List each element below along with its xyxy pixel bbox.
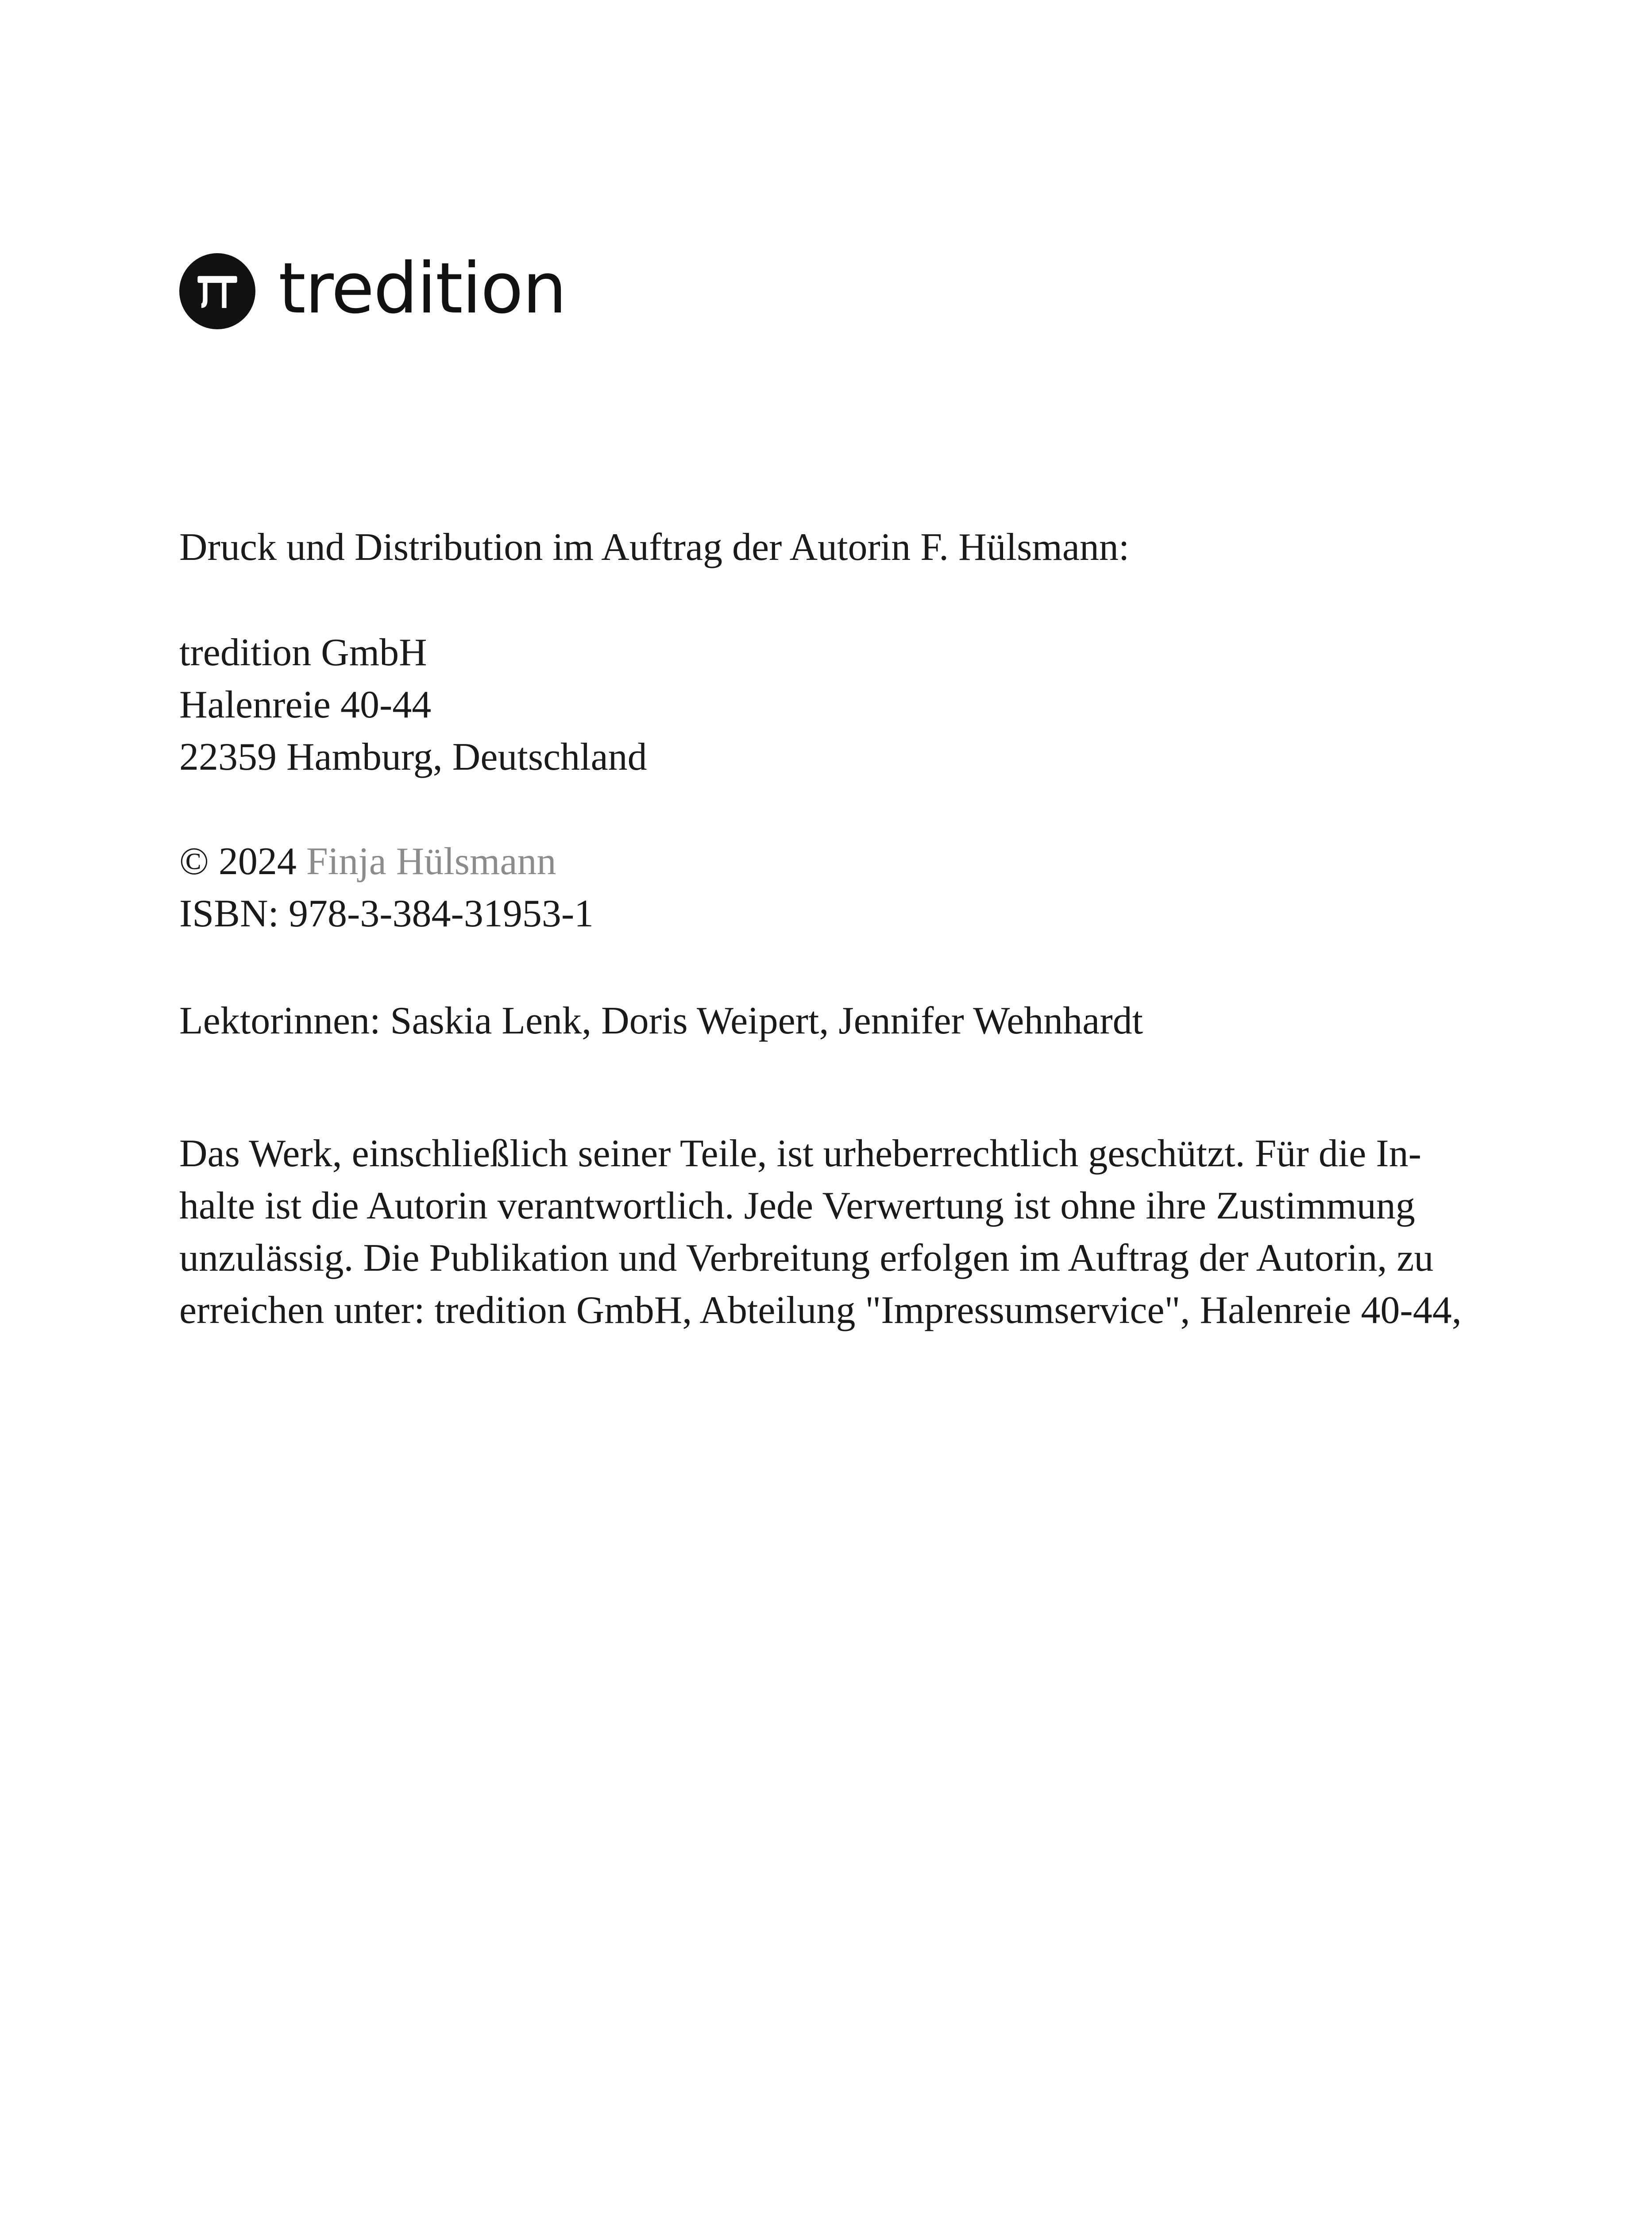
editors-text: Lektorinnen: Saskia Lenk, Doris Weipert, Jennifer Wehnhardt (179, 999, 1143, 1042)
copyright-block (179, 836, 594, 940)
legal-line-2: halte ist die Autorin verantwortlich. Jede Verwertung ist ohne ihre Zustimmung (179, 1184, 1415, 1227)
logo-wordmark: tredition (278, 248, 566, 329)
copyright-line (179, 836, 594, 888)
tredition-logo (179, 248, 566, 329)
publisher-street: Halenreie 40-44 (179, 683, 432, 726)
author-name: Finja Hülsmann (306, 840, 556, 883)
printed-by-statement (179, 521, 1129, 574)
isbn: ISBN: 978-3-384-31953-1 (179, 892, 594, 935)
legal-line-4: erreichen unter: tredition GmbH, Abteilung "Impressumservice", Halenreie 40-44, (179, 1289, 1462, 1332)
legal-line-1: Das Werk, einschließlich seiner Teile, ist urheberrechtlich geschützt. Für die In- (179, 1132, 1421, 1175)
publisher-city: 22359 Hamburg, Deutschland (179, 736, 647, 779)
copyright-prefix: © 2024 (179, 840, 297, 883)
editors-block (179, 995, 1143, 1047)
legal-line-3: unzulässig. Die Publikation und Verbreitung erfolgen im Auftrag der Autorin, zu (179, 1237, 1434, 1280)
publisher-address (179, 627, 647, 783)
publisher-name: tredition GmbH (179, 631, 427, 674)
legal-notice (179, 1128, 1462, 1337)
printed-by-text: Druck und Distribution im Auftrag der Autorin F. Hülsmann: (179, 526, 1130, 569)
tredition-logo-icon (179, 253, 255, 329)
